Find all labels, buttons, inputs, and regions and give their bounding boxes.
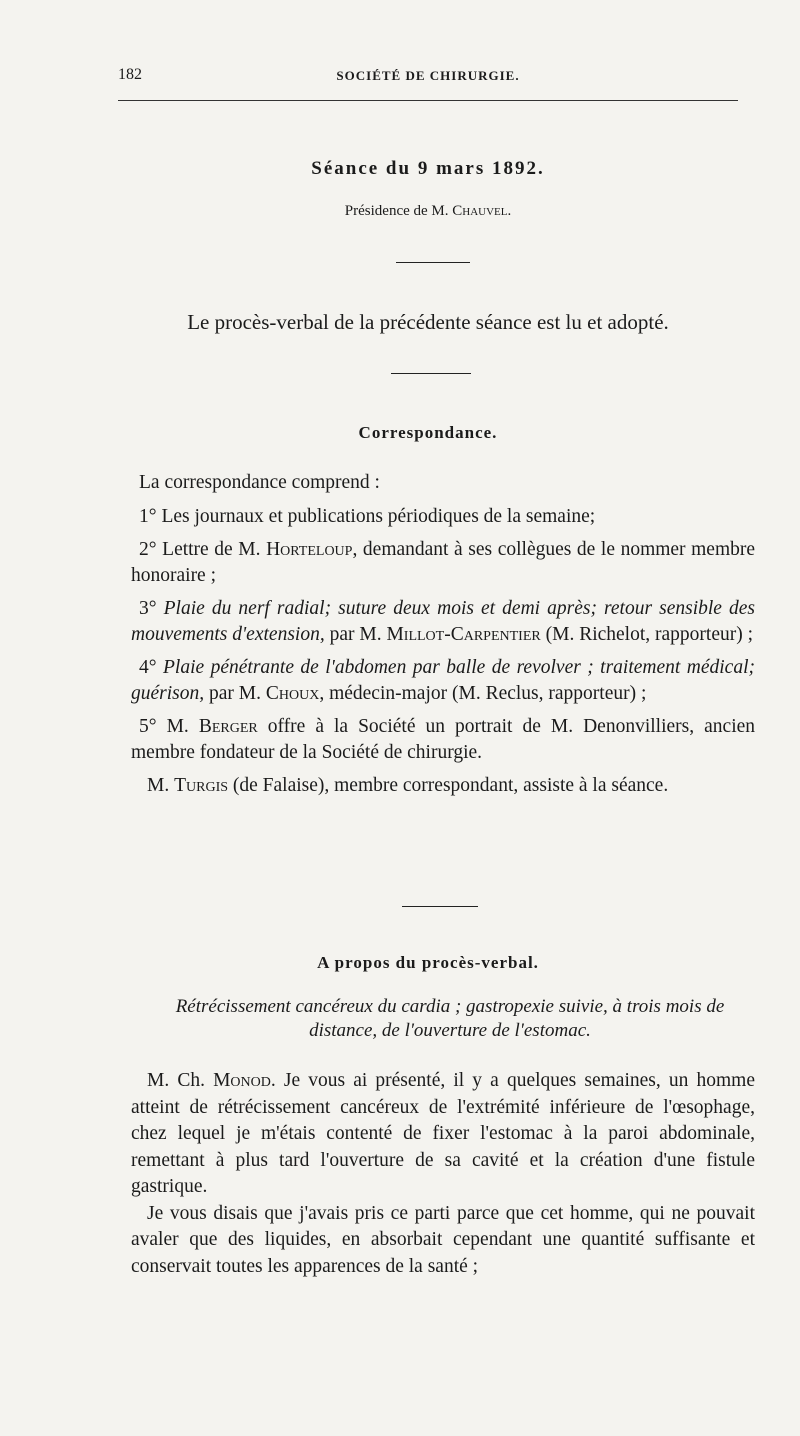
presidence-line: [118, 203, 738, 220]
item-number: 4°: [139, 657, 157, 678]
turgis-paragraph: M. Turgis (de Falaise), membre correspondant, assiste à la séance.: [147, 775, 669, 796]
work-title: Plaie du nerf radial; suture deux mois et demi après; retour sensible des mouvements d'extension,: [131, 598, 756, 645]
work-title: Plaie pénétrante de l'abdomen par balle de revolver ; traitement médical; guérison,: [131, 657, 755, 704]
person-name: Millot-Carpentier: [386, 623, 541, 645]
person-name: Turgis: [174, 775, 229, 796]
correspondance-item-3: 3° Plaie du nerf radial; suture deux mois et demi après; retour sensible des mouvements d'extension, par M. Millot-Carpentier (M. Richelot, rapporteur) ;: [131, 598, 756, 645]
apropos-heading: A propos du procès-verbal.: [317, 953, 539, 972]
item-number: 5°: [139, 716, 157, 737]
president-name: Chauvel.: [452, 203, 512, 219]
header-rule: [118, 100, 738, 101]
item-number: 2°: [139, 539, 157, 560]
correspondance-heading: Correspondance.: [358, 423, 498, 442]
apropos-subtitle: Rétrécissement cancéreux du cardia ; gastropexie suivie, à trois mois de distance, de l'ouverture de l'estomac.: [175, 996, 725, 1041]
running-title: SOCIÉTÉ DE CHIRURGIE.: [336, 68, 520, 83]
page-number: 182: [118, 66, 142, 83]
second-paragraph: Je vous disais que j'avais pris ce parti parce que cet homme, qui ne pouvait avaler que des liquides, en absorbait cependant une quantité suffisante et conservait toutes les apparences de la santé ;: [131, 1202, 755, 1277]
page-header: [118, 66, 738, 96]
section-rule: [402, 906, 478, 907]
monod-paragraph: M. Ch. Monod. Je vous ai présenté, il y a quelques semaines, un homme atteint de rétrécissement cancéreux de l'extrémité inférieure de l'œsophage, chez lequel je m'étais contenté de fixer l'estomac à la paroi abdominale, remettant à plus tard l'ouverture de sa cavité et la création d'une fistule gastrique.: [131, 1070, 755, 1197]
person-name: Monod: [213, 1070, 271, 1091]
section-rule: [391, 373, 471, 374]
section-rule: [396, 262, 470, 263]
person-name: Berger: [198, 716, 258, 737]
seance-title: Séance du 9 mars 1892.: [311, 158, 545, 179]
correspondance-item-4: 4° Plaie pénétrante de l'abdomen par balle de revolver ; traitement médical; guérison, par M. Choux, médecin-major (M. Reclus, rapporteur) ;: [131, 657, 755, 704]
correspondance-intro: La correspondance comprend :: [139, 472, 380, 493]
proces-verbal-line: Le procès-verbal de la précédente séance est lu et adopté.: [187, 310, 669, 334]
presidence-prefix: Présidence de M.: [344, 203, 449, 219]
item-number: 1°: [139, 505, 157, 527]
apropos-body: [131, 1068, 755, 1288]
correspondance-item-1: 1° Les journaux et publications périodiques de la semaine;: [139, 505, 596, 527]
item-number: 3°: [139, 598, 157, 619]
correspondance-item-2: 2° Lettre de M. Horteloup, demandant à ses collègues de le nommer membre honoraire ;: [131, 539, 756, 586]
person-name: Horteloup: [266, 539, 353, 560]
person-name: Choux: [265, 682, 320, 704]
correspondance-item-5: 5° M. Berger offre à la Société un portrait de M. Denonvilliers, ancien membre fondateur de la Société de chirurgie.: [131, 716, 756, 763]
correspondance-body: [131, 470, 755, 807]
